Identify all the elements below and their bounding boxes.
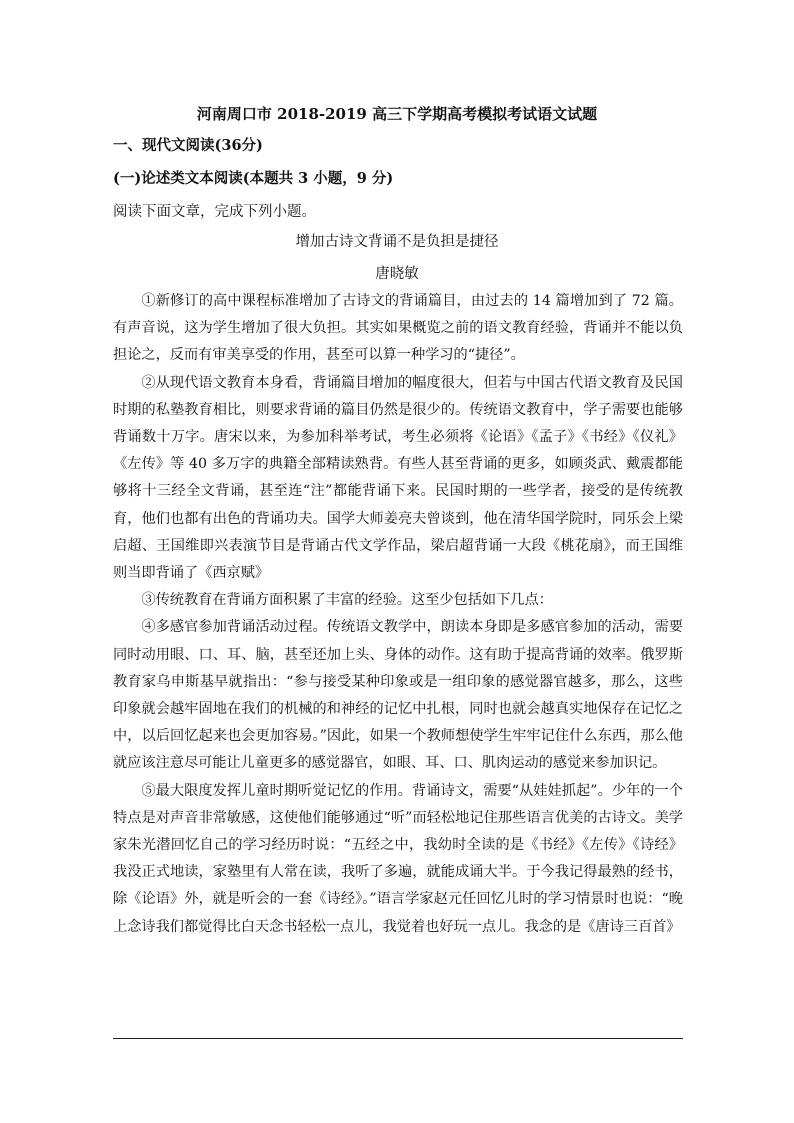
paragraph-5: ⑤最大限度发挥儿童时期听觉记忆的作用。背诵诗文，需要“从娃娃抓起”。少年的一个特点是对声音非常敏感，这使他们能够通过“听”而轻松地记住那些语言优美的古诗文。美学家朱光潜回忆自己的学习经历时说：“五经之中，我幼时全读的是《书经》《左传》《诗经》我没正式地读，家塾里有人常在读，我听了多遍，就能成诵大半。于今我记得最熟的经书，除《论语》外，就是听会的一套《诗经》。”语言学家赵元任回忆儿时的学习情景时也说：“晚上念诗我们都觉得比白天念书轻松一点儿，我觉着也好玩一点儿。我念的是《唐诗三百首》 — [113, 782, 683, 935]
section-heading: 一、现代文阅读(36分) — [113, 137, 263, 154]
subsection-heading: (一)论述类文本阅读(本题共 3 小题，9 分) — [113, 170, 394, 187]
article-title: 增加古诗文背诵不是负担是捷径 — [295, 234, 499, 250]
paragraph-1: ①新修订的高中课程标准增加了古诗文的背诵篇目，由过去的 14 篇增加到了 72 篇。有声音说，这为学生增加了很大负担。其实如果概览之前的语文教育经验，背诵并不能以负担论之，反而有审美享受的作用，甚至可以算一种学习的“捷径”。 — [113, 293, 683, 364]
paragraph-4: ④多感官参加背诵活动过程。传统语文教学中，朗读本身即是多感官参加的活动，需要同时动用眼、口、耳、脑，甚至还加上头、身体的动作。这有助于提高背诵的效率。俄罗斯教育家乌申斯基早就指出：“参与接受某种印象或是一组印象的感觉器官越多，那么，这些印象就会越牢固地在我们的机械的和神经的记忆中扎根，同时也就会越真实地保存在记忆之中，以后回忆起来也会更加容易。”因此，如果一个教师想使学生牢牢记住什么东西，那么他就应该注意尽可能让儿童更多的感觉器官，如眼、耳、口、肌肉运动的感觉来参加识记。 — [113, 619, 683, 772]
page-bottom-rule — [113, 1038, 683, 1039]
paragraph-3: ③传统教育在背诵方面积累了丰富的经验。这至少包括如下几点： — [141, 592, 553, 609]
reading-instruction: 阅读下面文章，完成下列小题。 — [113, 204, 316, 220]
paragraph-2: ②从现代语文教育本身看，背诵篇目增加的幅度很大，但若与中国古代语文教育及民国时期的私塾教育相比，则要求背诵的篇目仍然是很少的。传统语文教育中，学子需要也能够背诵数十万字。唐宋以来，为参加科举考试，考生必须将《论语》《孟子》《书经》《仪礼》《左传》等 40 多万字的典籍全部精读熟背。有些人甚至背诵的更多，如顾炎武、戴震都能够将十三经全文背诵，甚至连“注”都能背诵下来。民国时期的一些学者，接受的是传统教育，他们也都有出色的背诵功夫。国学大师姜亮夫曾谈到，他在清华国学院时，同乐会上梁启超、王国维即兴表演节目是背诵古代文学作品，梁启超背诵一大段《桃花扇》，而王国维则当即背诵了《西京赋》 — [113, 374, 683, 582]
document-title: 河南周口市 2018-2019 高三下学期高考模拟考试语文试题 — [196, 105, 598, 123]
article-body — [113, 288, 683, 941]
article-author: 唐晓敏 — [375, 266, 419, 282]
